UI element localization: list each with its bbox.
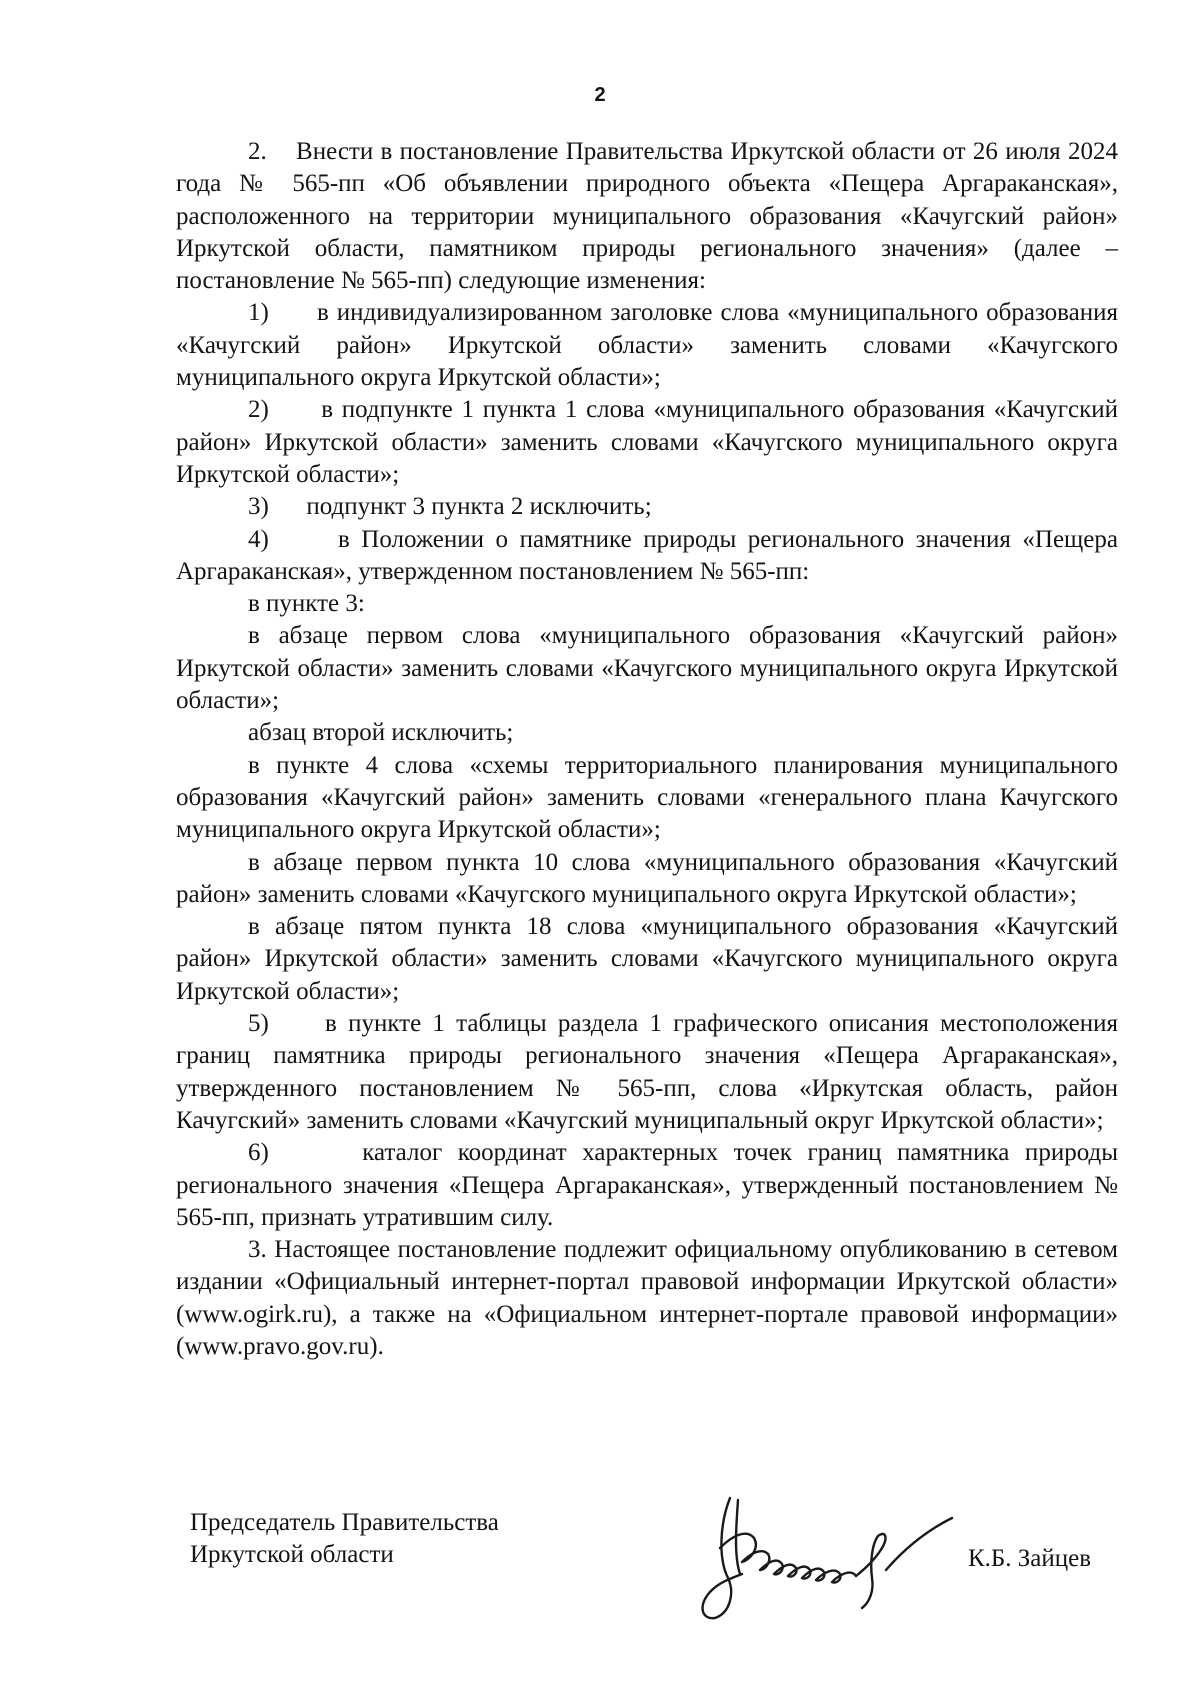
item-5: 5) в пункте 1 таблицы раздела 1 графического описания местоположения границ памятника природы регионального значения «Пещера Аргараканская», утвержденного постановлением № 565-пп, слова «Иркутская область, район Качугский» заменить словами «Качугский муниципальный округ Иркутской области»; (176, 1010, 1118, 1134)
subitem-point-10: в абзаце первом пункта 10 слова «муниципального образования «Качугский район» заменить словами «Качугского муниципального округа Иркутской области»; (176, 848, 1118, 908)
subitem-point-4: в пункте 4 слова «схемы территориального планирования муниципального образования «Качугский район» заменить словами «генерального плана Качугского муниципального округа Иркутской области»; (176, 751, 1118, 844)
item-3: 3) подпункт 3 пункта 2 исключить; (248, 493, 652, 521)
handwritten-signature (690, 1478, 960, 1628)
subitem-point-3: в пункте 3: (248, 590, 365, 618)
item-4: 4) в Положении о памятнике природы регионального значения «Пещера Аргараканская», утвержденном постановлением № 565-пп: (176, 525, 1118, 585)
item-2: 2) в подпункте 1 пункта 1 слова «муниципального образования «Качугский район» Иркутской области» заменить словами «Качугского муниципального округа Иркутской области»; (176, 396, 1118, 488)
item-6: 6) каталог координат характерных точек границ памятника природы регионального значения «Пещера Аргараканская», утвержденный постановлением № 565-пп, признать утратившим силу. (176, 1139, 1118, 1231)
subitem-paragraph-second: абзац второй исключить; (248, 719, 514, 747)
paragraph-3: 3. Настоящее постановление подлежит официальному опубликованию в сетевом издании «Официальный интернет-портал правовой информации Иркутской области» (www.ogirk.ru), а также на «Официальном интернет-портале правовой информации» (www.pravo.gov.ru). (176, 1236, 1118, 1360)
subitem-paragraph-first: в абзаце первом слова «муниципального образования «Качугский район» Иркутской области» заменить словами «Качугского муниципального округа Иркутской области»; (176, 622, 1118, 715)
subitem-point-18: в абзаце пятом пункта 18 слова «муниципального образования «Качугский район» Иркутской области» заменить словами «Качугского муниципального округа Иркутской области»; (176, 913, 1118, 1005)
signatory-position-line-1: Председатель Правительства (190, 1509, 499, 1536)
signatory-position (190, 1507, 499, 1571)
page-number: 2 (594, 84, 606, 106)
signatory-name: К.Б. Зайцев (968, 1545, 1092, 1572)
paragraph-2: 2. Внести в постановление Правительства Иркутской области от 26 июля 2024 года № 565-пп «Об объявлении природного объекта «Пещера Аргараканская», расположенного на территории муниципального образования «Качугский район» Иркутской области, памятником природы регионального значения» (далее – постановление № 565-пп) следующие изменения: (176, 138, 1118, 295)
signatory-position-line-2: Иркутской области (190, 1541, 394, 1568)
item-1: 1) в индивидуализированном заголовке слова «муниципального образования «Качугский район» Иркутской области» заменить словами «Качугского муниципального округа Иркутской области»; (176, 299, 1118, 392)
